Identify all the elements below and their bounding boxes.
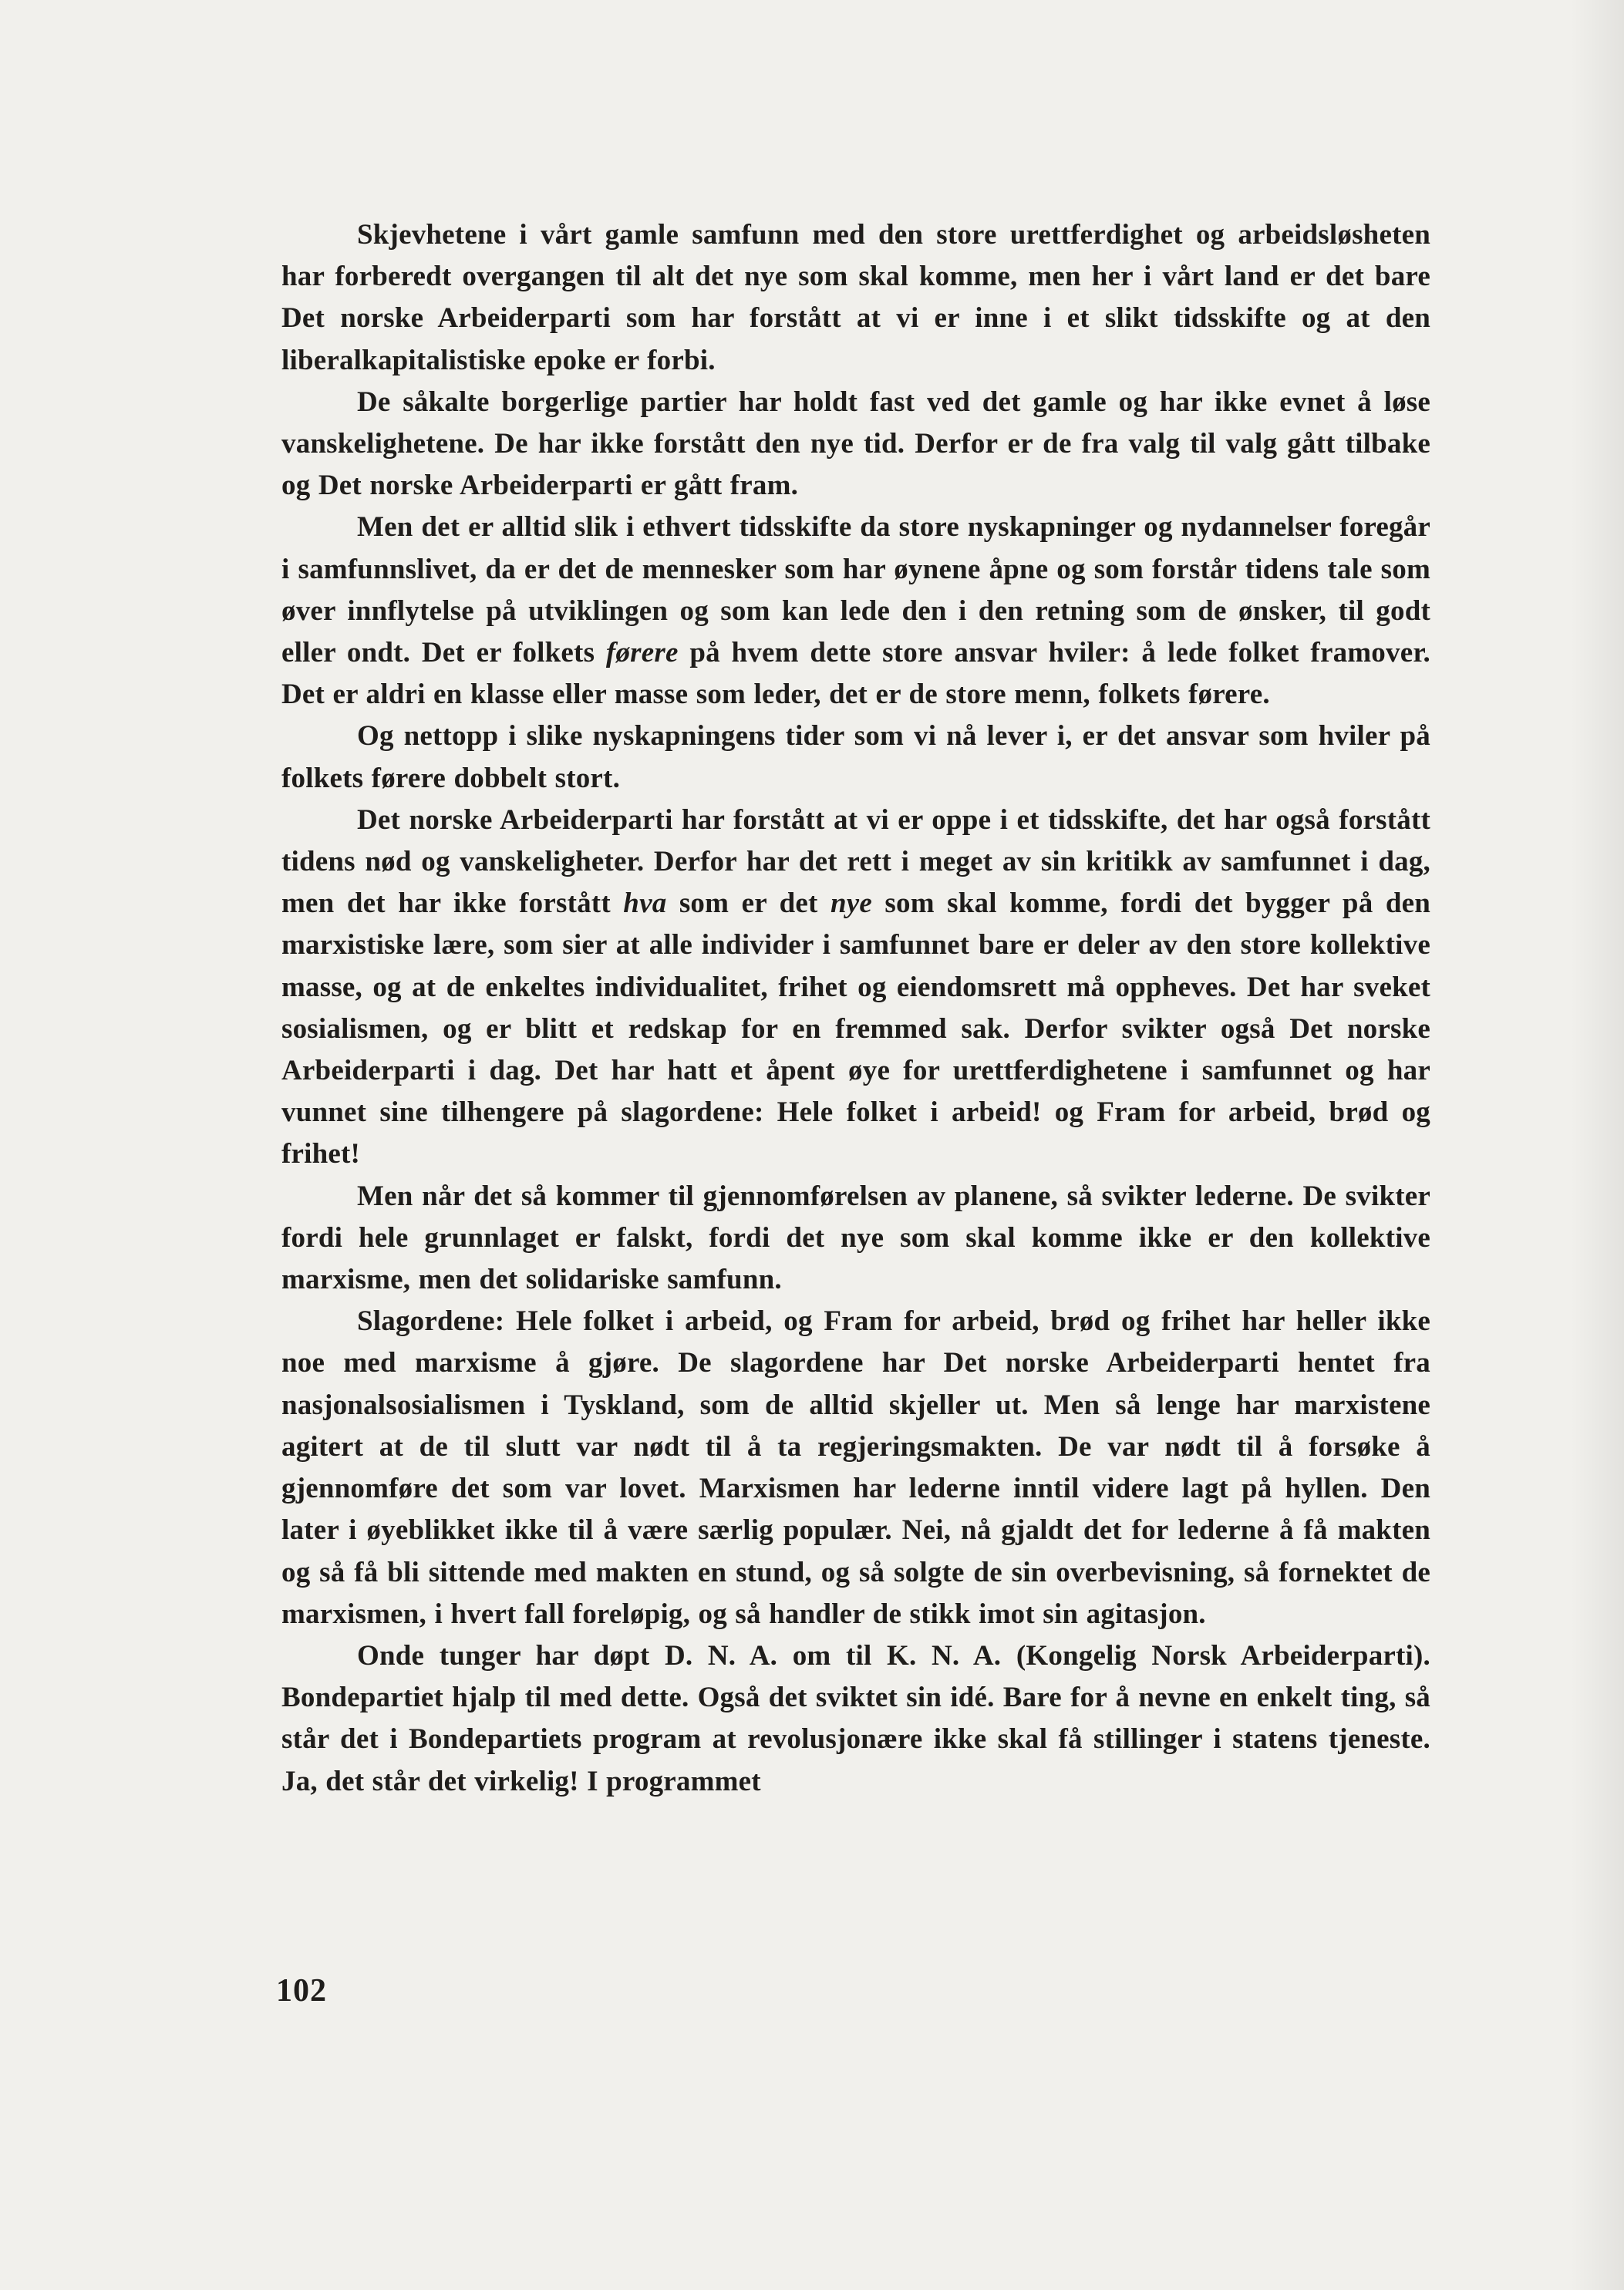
paragraph-4: Og nettopp i slike nyskapningens tider som vi nå lever i, er det ansvar som hviler på folkets førere dobbelt stort. <box>281 720 1430 794</box>
paragraph-2: De såkalte borgerlige partier har holdt fast ved det gamle og har ikke evnet å løse vanskelighetene. De har ikke forstått den nye tid. Derfor er de fra valg til valg gått tilbake og Det norske Arbeiderparti er gått fram. <box>281 386 1430 502</box>
emphasis-nye: nye <box>830 887 872 920</box>
emphasis-forere: førere <box>605 637 679 669</box>
paragraph-7: Slagordene: Hele folket i arbeid, og Fram for arbeid, brød og frihet har heller ikke noe med marxisme å gjøre. De slagordene har Det norske Arbeiderparti hentet fra nasjonalsosialismen i Tyskland, som de alltid skjeller ut. Men så lenge har marxistene agitert at de til slutt var nødt til å ta regjeringsmakten. De var nødt til å forsøke å gjennomføre det som var lovet. Marxismen har lederne inntil videre lagt på hyllen. Den later i øyeblikket ikke til å være særlig populær. Nei, nå gjaldt det for lederne å få makten og så få bli sittende med makten en stund, og så solgte de sin overbevisning, så fornektet de marxismen, i hvert fall foreløpig, og så handler de stikk imot sin agitasjon. <box>281 1305 1430 1630</box>
paragraph-6: Men når det så kommer til gjennomførelsen av planene, så svikter lederne. De svikter fordi hele grunnlaget er falskt, fordi det nye som skal komme ikke er den kollektive marxisme, men det solidariske samfunn. <box>281 1180 1430 1296</box>
paragraph-3: Men det er alltid slik i ethvert tidsskifte da store nyskapninger og nydannelser foregår i samfunnslivet, da er det de mennesker som har øynene åpne og som forstår tidens tale som øver innflytelse på utviklingen og som kan lede den i den retning som de ønsker, til godt eller ondt. Det er folkets førere på hvem dette store ansvar hviler: å lede folket framover. Det er aldri en klasse eller masse som leder, det er de store menn, folkets førere. <box>281 511 1430 711</box>
paragraph-8: Onde tunger har døpt D. N. A. om til K. N. A. (Kongelig Norsk Arbeiderparti). Bondepartiet hjalp til med dette. Også det sviktet sin idé. Bare for å nevne en enkelt ting, så står det i Bondepartiets program at revolusjonære ikke skal få stillinger i statens tjeneste. Ja, det står det virkelig! I programmet <box>281 1639 1430 1797</box>
body-text <box>281 214 1430 1803</box>
emphasis-hva: hva <box>623 887 667 920</box>
paragraph-5: Det norske Arbeiderparti har forstått at vi er oppe i et tidsskifte, det har også forstått tidens nød og vanskeligheter. Derfor har det rett i meget av sin kritikk av samfunnet i dag, men det har ikke forstått hva som er det nye som skal komme, fordi det bygger på den marxistiske lære, som sier at alle individer i samfunnet bare er deler av den store kollektive masse, og at de enkeltes individualitet, frihet og eiendomsrett må oppheves. Det har sveket sosialismen, og er blitt et redskap for en fremmed sak. Derfor svikter også Det norske Arbeiderparti i dag. Det har hatt et åpent øye for urettferdighetene i samfunnet og har vunnet sine tilhengere på slagordene: Hele folket i arbeid! og Fram for arbeid, brød og frihet! <box>281 803 1431 1170</box>
page-edge-shadow <box>1570 0 1624 2290</box>
page-number: 102 <box>276 1973 327 2009</box>
paragraph-1: Skjevhetene i vårt gamle samfunn med den store urettferdighet og arbeidsløsheten har forberedt overgangen til alt det nye som skal komme, men her i vårt land er det bare Det norske Arbeiderparti som har forstått at vi er inne i et slikt tidsskifte og at den liberalkapitalistiske epoke er forbi. <box>281 219 1430 376</box>
